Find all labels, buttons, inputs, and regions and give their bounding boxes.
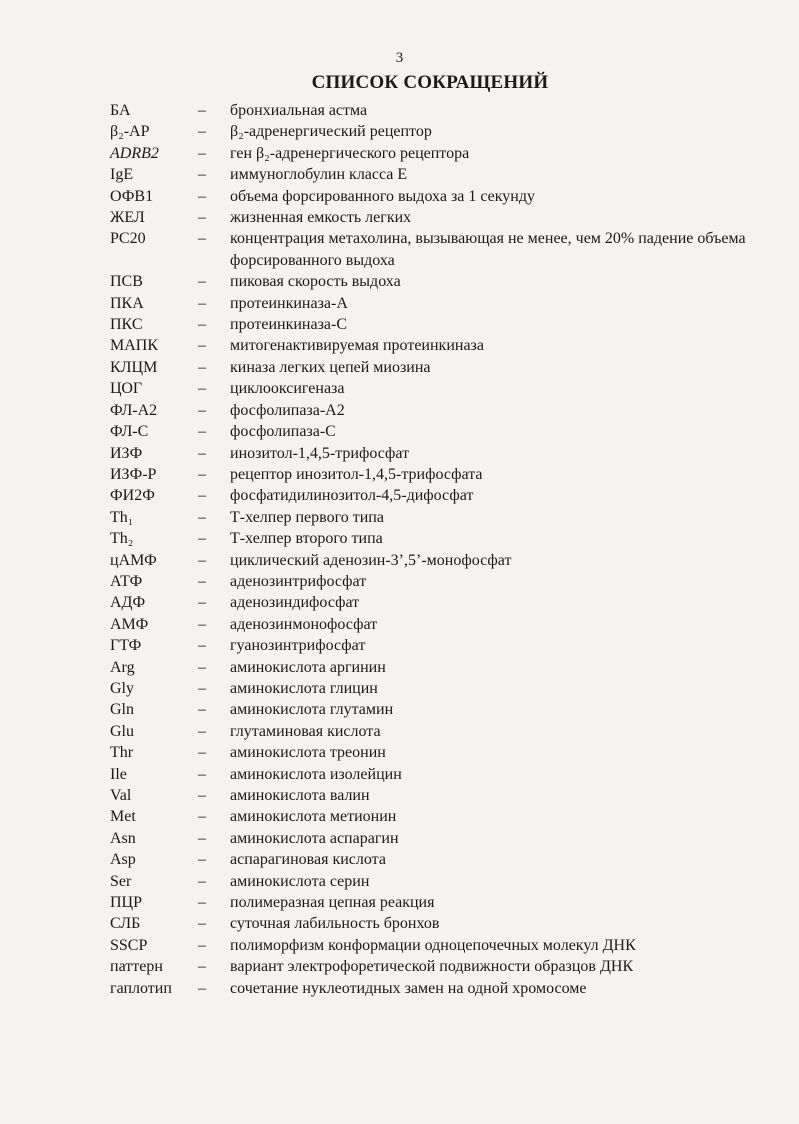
abbreviation-definition: аденозиндифосфат [230,594,360,612]
dash-separator: – [198,102,206,119]
abbreviation-term: ПКС [110,316,143,334]
abbreviation-term: АТФ [110,572,143,590]
dash-separator: – [198,787,206,804]
dash-separator: – [198,187,206,205]
abbreviation-row [110,421,750,442]
abbreviation-row [110,635,750,656]
page-title: СПИСОК СОКРАЩЕНИЙ [311,72,549,93]
abbreviation-row [110,357,750,378]
abbreviation-term: АМФ [110,615,149,633]
abbreviation-definition: вариант электрофоретической подвижности образцов ДНК [230,958,634,976]
abbreviation-term: ФИ2Ф [110,487,155,505]
abbreviation-definition: концентрация метахолина, вызывающая не менее, чем 20% падение объема форсированного выдоха [230,230,746,269]
abbreviation-term: паттерн [110,958,163,976]
abbreviation-term: ПКА [110,294,144,312]
abbreviation-row [110,935,750,956]
dash-separator: – [198,722,206,740]
abbreviation-definition: инозитол-1,4,5-трифосфат [230,444,410,462]
abbreviation-term: Ile [110,765,127,783]
abbreviation-row [110,443,750,464]
abbreviation-term: БА [110,102,131,119]
abbreviation-definition: гуанозинтрифосфат [230,637,366,655]
abbreviation-definition: фосфолипаза-А2 [230,401,345,419]
abbreviation-definition: аспарагиновая кислота [230,851,386,869]
dash-separator: – [198,358,206,376]
abbreviation-row [110,528,750,549]
abbreviation-definition: аминокислота глицин [230,679,378,697]
abbreviation-term: Th₂ [110,530,134,548]
dash-separator: – [198,316,206,334]
dash-separator: – [198,444,206,462]
dash-separator: – [198,572,206,590]
abbreviation-term: IgE [110,166,134,184]
abbreviation-row [110,849,750,870]
abbreviation-definition: бронхиальная астма [230,102,368,119]
abbreviation-term: β₂-АР [110,123,150,141]
abbreviation-term: ФЛ-С [110,423,149,441]
dash-separator: – [198,273,206,291]
abbreviation-row [110,657,750,678]
abbreviation-definition: ген β₂-адренергического рецептора [230,144,470,162]
dash-separator: – [198,423,206,441]
abbreviation-row [110,335,750,356]
dash-separator: – [198,508,206,526]
abbreviation-term: цАМФ [110,551,157,569]
abbreviation-term: Asn [110,829,136,847]
abbreviation-term: ГТФ [110,637,142,655]
abbreviation-row [110,485,750,506]
dash-separator: – [198,594,206,612]
dash-separator: – [198,936,206,954]
abbreviation-term: ОФВ1 [110,187,154,205]
dash-separator: – [198,872,206,890]
dash-separator: – [198,530,206,548]
abbreviation-definition: аминокислота треонин [230,744,386,762]
abbreviation-term: PC20 [110,230,146,248]
abbreviation-term: МАПК [110,337,159,355]
abbreviation-term: СЛБ [110,915,141,933]
dash-separator: – [198,744,206,762]
dash-separator: – [198,487,206,505]
abbreviation-row [110,913,750,934]
dash-separator: – [198,123,206,141]
abbreviation-term: Asp [110,851,136,869]
abbreviation-row [110,464,750,485]
abbreviation-definition: аминокислота серин [230,872,370,890]
abbreviation-definition: протеинкиназа-С [230,316,347,334]
abbreviation-row [110,143,750,164]
dash-separator: – [198,701,206,719]
dash-separator: – [198,166,206,184]
dash-separator: – [198,658,206,676]
abbreviation-row [110,314,750,335]
abbreviation-row [110,164,750,185]
abbreviation-term: ADRB2 [110,144,159,162]
abbreviation-definition: пиковая скорость выдоха [230,273,401,291]
abbreviation-row [110,742,750,763]
abbreviation-row [110,293,750,314]
abbreviation-row [110,207,750,228]
abbreviation-row [110,550,750,571]
dash-separator: – [198,230,206,248]
abbreviation-row [110,400,750,421]
abbreviation-term: Thr [110,744,134,762]
abbreviation-definition: аминокислота метионин [230,808,397,826]
abbreviation-definition: рецептор инозитол-1,4,5-трифосфата [230,465,483,483]
abbreviation-definition: суточная лабильность бронхов [230,915,440,933]
abbreviation-term: Met [110,808,136,826]
abbreviation-row [110,228,750,271]
dash-separator: – [198,808,206,826]
abbreviation-row [110,678,750,699]
abbreviation-term: Ser [110,872,132,890]
abbreviation-definition: аминокислота глутамин [230,701,394,719]
dash-separator: – [198,851,206,869]
abbreviation-definition: Т-хелпер второго типа [230,530,383,548]
abbreviation-term: Val [110,787,132,804]
dash-separator: – [198,144,206,162]
abbreviation-definition: аминокислота аспарагин [230,829,399,847]
abbreviation-row [110,764,750,785]
abbreviation-row [110,571,750,592]
abbreviation-row [110,100,750,121]
abbreviation-definition: аминокислота валин [230,787,370,804]
abbreviation-definition: аденозинтрифосфат [230,572,367,590]
dash-separator: – [198,401,206,419]
abbreviation-row [110,785,750,806]
abbreviation-term: Arg [110,658,135,676]
dash-separator: – [198,829,206,847]
abbreviation-term: гаплотип [110,979,172,997]
abbreviation-definition: сочетание нуклеотидных замен на одной хромосоме [230,979,587,997]
abbreviation-term: АДФ [110,594,146,612]
abbreviation-term: Gly [110,679,134,697]
abbreviation-definition: жизненная емкость легких [230,209,412,227]
abbreviation-term: ПЦР [110,894,143,912]
abbreviation-term: ЦОГ [110,380,143,398]
dash-separator: – [198,637,206,655]
abbreviation-definition: полимеразная цепная реакция [230,894,435,912]
abbreviation-definition: циклический аденозин-3’,5’-монофосфат [230,551,512,569]
abbreviation-term: SSCP [110,936,148,954]
abbreviation-definition: Т-хелпер первого типа [230,508,384,526]
abbreviation-definition: киназа легких цепей миозина [230,358,431,376]
abbreviation-term: ИЗФ [110,444,143,462]
dash-separator: – [198,894,206,912]
abbreviation-definition: циклооксигеназа [230,380,345,398]
abbreviation-definition: митогенактивируемая протеинкиназа [230,337,484,355]
abbreviation-list [110,100,750,999]
abbreviation-row [110,828,750,849]
abbreviation-definition: полиморфизм конформации одноцепочечных молекул ДНК [230,936,636,954]
abbreviation-row [110,614,750,635]
abbreviation-row [110,592,750,613]
abbreviation-definition: объема форсированного выдоха за 1 секунду [230,187,536,205]
abbreviation-definition: протеинкиназа-А [230,294,348,312]
abbreviation-row [110,186,750,207]
abbreviation-row [110,806,750,827]
abbreviation-row [110,378,750,399]
abbreviation-row [110,121,750,142]
abbreviation-definition: глутаминовая кислота [230,722,381,740]
dash-separator: – [198,294,206,312]
abbreviation-term: Gln [110,701,134,719]
abbreviation-term: ИЗФ-Р [110,465,157,483]
abbreviation-row [110,721,750,742]
dash-separator: – [198,615,206,633]
abbreviation-definition: иммуноглобулин класса Е [230,166,408,184]
abbreviation-row [110,956,750,977]
abbreviation-row [110,699,750,720]
dash-separator: – [198,380,206,398]
abbreviation-definition: фосфатидилинозитол-4,5-дифосфат [230,487,474,505]
abbreviation-term: ПСВ [110,273,143,291]
dash-separator: – [198,465,206,483]
dash-separator: – [198,209,206,227]
dash-separator: – [198,958,206,976]
abbreviation-definition: аминокислота изолейцин [230,765,402,783]
abbreviation-definition: β₂-адренергический рецептор [230,123,432,141]
dash-separator: – [198,765,206,783]
abbreviation-definition: аминокислота аргинин [230,658,386,676]
abbreviation-term: КЛЦМ [110,358,158,376]
abbreviation-row [110,871,750,892]
abbreviation-definition: аденозинмонофосфат [230,615,378,633]
abbreviation-row [110,507,750,528]
abbreviation-definition: фосфолипаза-С [230,423,336,441]
dash-separator: – [198,979,206,997]
abbreviation-row [110,892,750,913]
dash-separator: – [198,337,206,355]
abbreviation-row [110,271,750,292]
abbreviation-term: ФЛ-А2 [110,401,158,419]
dash-separator: – [198,915,206,933]
abbreviation-term: Glu [110,722,134,740]
page-number: 3 [395,50,404,66]
abbreviation-term: Th₁ [110,508,134,526]
dash-separator: – [198,551,206,569]
abbreviation-row [110,978,750,999]
dash-separator: – [198,679,206,697]
abbreviation-term: ЖЕЛ [110,209,145,227]
